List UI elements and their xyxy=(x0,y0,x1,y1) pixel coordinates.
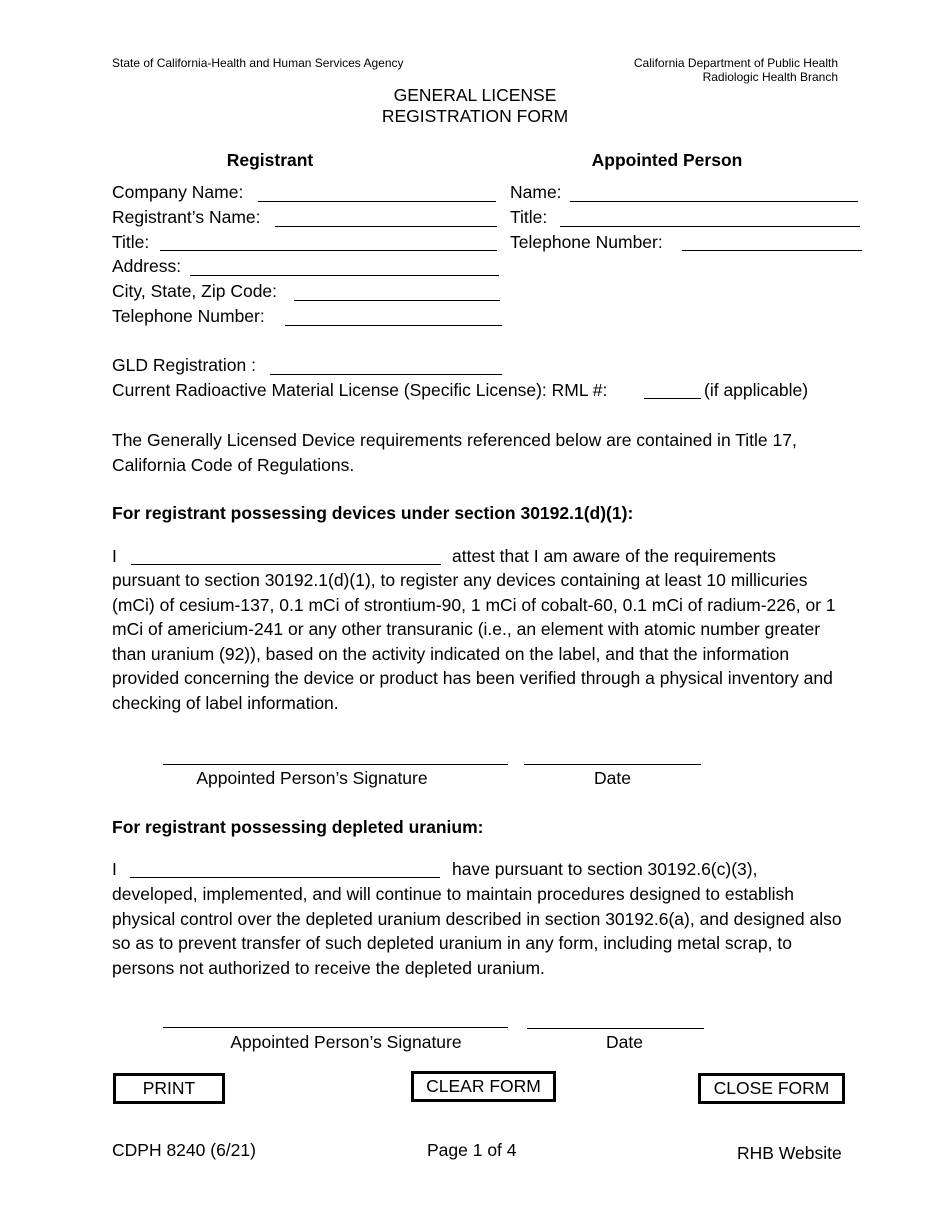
section2-signature-label: Appointed Person’s Signature xyxy=(230,1032,462,1052)
section2-date-field[interactable] xyxy=(527,1028,704,1029)
intro-paragraph: The Generally Licensed Device requirements referenced below are contained in Title 17, California Code of Regulations. xyxy=(112,430,797,475)
appointed-phone-field[interactable] xyxy=(682,250,862,251)
address-label: Address: xyxy=(112,256,182,276)
registrant-title-label: Title: xyxy=(112,232,150,252)
section2-date-label: Date xyxy=(606,1032,643,1052)
city-state-zip-field[interactable] xyxy=(294,300,500,301)
section2-heading: For registrant possessing depleted uranium: xyxy=(112,817,484,837)
close-form-button[interactable]: CLOSE FORM xyxy=(698,1073,845,1104)
registrant-phone-field[interactable] xyxy=(285,325,502,326)
section1-signature-label: Appointed Person’s Signature xyxy=(196,768,428,788)
rml-if-applicable: (if applicable) xyxy=(704,380,809,400)
appointed-name-label: Name: xyxy=(510,182,562,202)
print-button[interactable]: PRINT xyxy=(113,1073,225,1104)
clear-form-button[interactable]: CLEAR FORM xyxy=(411,1071,556,1102)
gld-registration-field[interactable] xyxy=(270,374,502,375)
rhb-website-link[interactable]: RHB Website xyxy=(737,1143,842,1163)
branch-name: Radiologic Health Branch xyxy=(702,70,838,84)
registrant-title-field[interactable] xyxy=(160,250,497,251)
registrant-heading: Registrant xyxy=(226,150,314,170)
section2-pursuant-text: have pursuant to section 30192.6(c)(3), xyxy=(452,859,758,879)
address-field[interactable] xyxy=(190,275,499,276)
section1-date-label: Date xyxy=(594,768,631,788)
appointed-name-field[interactable] xyxy=(570,201,858,202)
agency-name: State of California-Health and Human Services Agency xyxy=(112,56,404,70)
appointed-person-heading: Appointed Person xyxy=(591,150,743,170)
section2-name-field[interactable] xyxy=(130,877,440,878)
form-id: CDPH 8240 (6/21) xyxy=(112,1140,256,1160)
section1-i-label: I xyxy=(112,546,117,566)
section1-name-field[interactable] xyxy=(131,564,441,565)
registrant-phone-label: Telephone Number: xyxy=(112,306,265,326)
form-title-line1: GENERAL LICENSE xyxy=(393,85,557,105)
section2-i-label: I xyxy=(112,859,117,879)
section2-signature-field[interactable] xyxy=(163,1027,508,1028)
rml-label: Current Radioactive Material License (Specific License): RML #: xyxy=(112,380,608,400)
registrant-name-label: Registrant’s Name: xyxy=(112,207,261,227)
company-name-field[interactable] xyxy=(258,201,496,202)
appointed-title-label: Title: xyxy=(510,207,548,227)
department-name: California Department of Public Health xyxy=(633,56,838,70)
appointed-phone-label: Telephone Number: xyxy=(510,232,663,252)
section1-body: pursuant to section 30192.1(d)(1), to register any devices containing at least 10 millicuries (mCi) of cesium-137, 0.1 mCi of strontium-90, 1 mCi of cobalt-60, 0.1 mCi of radium-226, or 1 mCi of americium-241 or any other transuranic (i.e., an element with atomic number greater than uranium (92)), based on the activity indicated on the label, and that the information provided concerning the device or product has been verified through a physical inventory and checking of label information. xyxy=(112,570,836,713)
gld-registration-label: GLD Registration : xyxy=(112,355,256,375)
section1-signature-field[interactable] xyxy=(163,764,508,765)
section1-attest-text: attest that I am aware of the requirements xyxy=(452,546,776,566)
section1-date-field[interactable] xyxy=(524,764,701,765)
city-state-zip-label: City, State, Zip Code: xyxy=(112,281,278,301)
page-number: Page 1 of 4 xyxy=(427,1140,517,1160)
section1-heading: For registrant possessing devices under section 30192.1(d)(1): xyxy=(112,503,634,523)
appointed-title-field[interactable] xyxy=(560,226,860,227)
rml-number-field[interactable] xyxy=(644,398,701,399)
registrant-name-field[interactable] xyxy=(275,226,497,227)
section2-body: developed, implemented, and will continue to maintain procedures designed to establish physical control over the depleted uranium described in section 30192.6(a), and designed also so as to prevent transfer of such depleted uranium in any form, including metal scrap, to persons not authorized to receive the depleted uranium. xyxy=(112,884,842,978)
form-title-line2: REGISTRATION FORM xyxy=(381,106,569,126)
company-name-label: Company Name: xyxy=(112,182,244,202)
